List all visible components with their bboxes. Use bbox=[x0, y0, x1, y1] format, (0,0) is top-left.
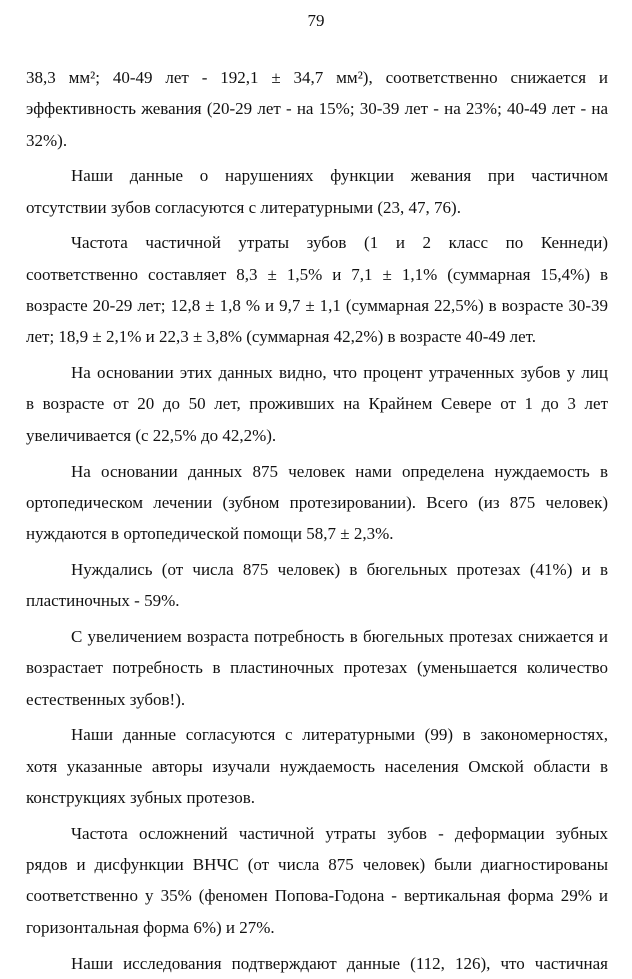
paragraph bbox=[26, 621, 608, 715]
text-line: отсутствии зубов согласуются с литературными (23, 47, 76). bbox=[26, 197, 461, 217]
paragraph bbox=[26, 456, 608, 550]
text-line: Наши данные о нарушениях функции жевания при частичном bbox=[71, 166, 608, 186]
text-line: возрасте 20-29 лет; 12,8 ± 1,8 % и 9,7 ± 1,1 (суммарная 22,5%) в возрасте 30-39 bbox=[26, 296, 608, 316]
text-line: увеличивается (с 22,5% до 42,2%). bbox=[26, 425, 277, 445]
text-line: ортопедическом лечении (зубном протезировании). Всего (из 875 человек) bbox=[26, 492, 608, 512]
text-line: соответственно составляет 8,3 ± 1,5% и 7,1 ± 1,1% (суммарная 15,4%) в bbox=[26, 264, 608, 284]
text-line: Наши данные согласуются с литературными (99) в закономерностях, bbox=[71, 725, 608, 745]
text-line: пластиночных - 59%. bbox=[26, 591, 180, 611]
text-line: хотя указанные авторы изучали нуждаемость населения Омской области в bbox=[26, 756, 608, 776]
text-line: возрастает потребность в пластиночных протезах (уменьшается количество bbox=[26, 658, 608, 678]
text-line: 38,3 мм²; 40-49 лет - 192,1 ± 34,7 мм²), соответственно снижается и bbox=[26, 68, 608, 87]
paragraph bbox=[26, 227, 608, 352]
paragraph bbox=[26, 62, 608, 156]
text-line: 32%). bbox=[26, 130, 68, 150]
text-line: Нуждались (от числа 875 человек) в бюгельных протезах (41%) и в bbox=[71, 559, 608, 579]
paragraph bbox=[26, 719, 608, 813]
page-number: 79 bbox=[307, 11, 325, 30]
text-line: естественных зубов!). bbox=[26, 689, 186, 709]
paragraph bbox=[26, 357, 608, 451]
text-line: На основании этих данных видно, что процент утраченных зубов у лиц bbox=[71, 363, 608, 383]
text-line: На основании данных 875 человек нами определена нуждаемость в bbox=[71, 461, 608, 481]
text-line: конструкциях зубных протезов. bbox=[26, 788, 255, 808]
paragraph bbox=[26, 160, 608, 223]
text-line: лет; 18,9 ± 2,1% и 22,3 ± 3,8% (суммарная 42,2%) в возрасте 40-49 лет. bbox=[26, 327, 537, 347]
paragraph bbox=[26, 948, 608, 979]
text-line: Частота частичной утраты зубов (1 и 2 класс по Кеннеди) bbox=[71, 233, 608, 253]
text-line: нуждаются в ортопедической помощи 58,7 ± 2,3%. bbox=[26, 524, 394, 544]
text-line: эффективность жевания (20-29 лет - на 15%; 30-39 лет - на 23%; 40-49 лет - на bbox=[26, 99, 608, 119]
text-line: в возрасте от 20 до 50 лет, проживших на Крайнем Севере от 1 до 3 лет bbox=[26, 394, 608, 414]
text-line: горизонтальная форма 6%) и 27%. bbox=[26, 917, 275, 937]
text-line: Наши исследования подтверждают данные (112, 126), что частичная bbox=[71, 953, 608, 973]
text-line: Частота осложнений частичной утраты зубов - деформации зубных bbox=[71, 823, 608, 843]
paragraph bbox=[26, 554, 608, 617]
text-line: соответственно у 35% (феномен Попова-Годона - вертикальная форма 29% и bbox=[26, 886, 608, 906]
text-line: С увеличением возраста потребность в бюгельных протезах снижается и bbox=[71, 627, 608, 647]
text-line: рядов и дисфункции ВНЧС (от числа 875 человек) были диагностированы bbox=[26, 855, 608, 875]
paragraph bbox=[26, 818, 608, 943]
body-text bbox=[26, 62, 608, 979]
